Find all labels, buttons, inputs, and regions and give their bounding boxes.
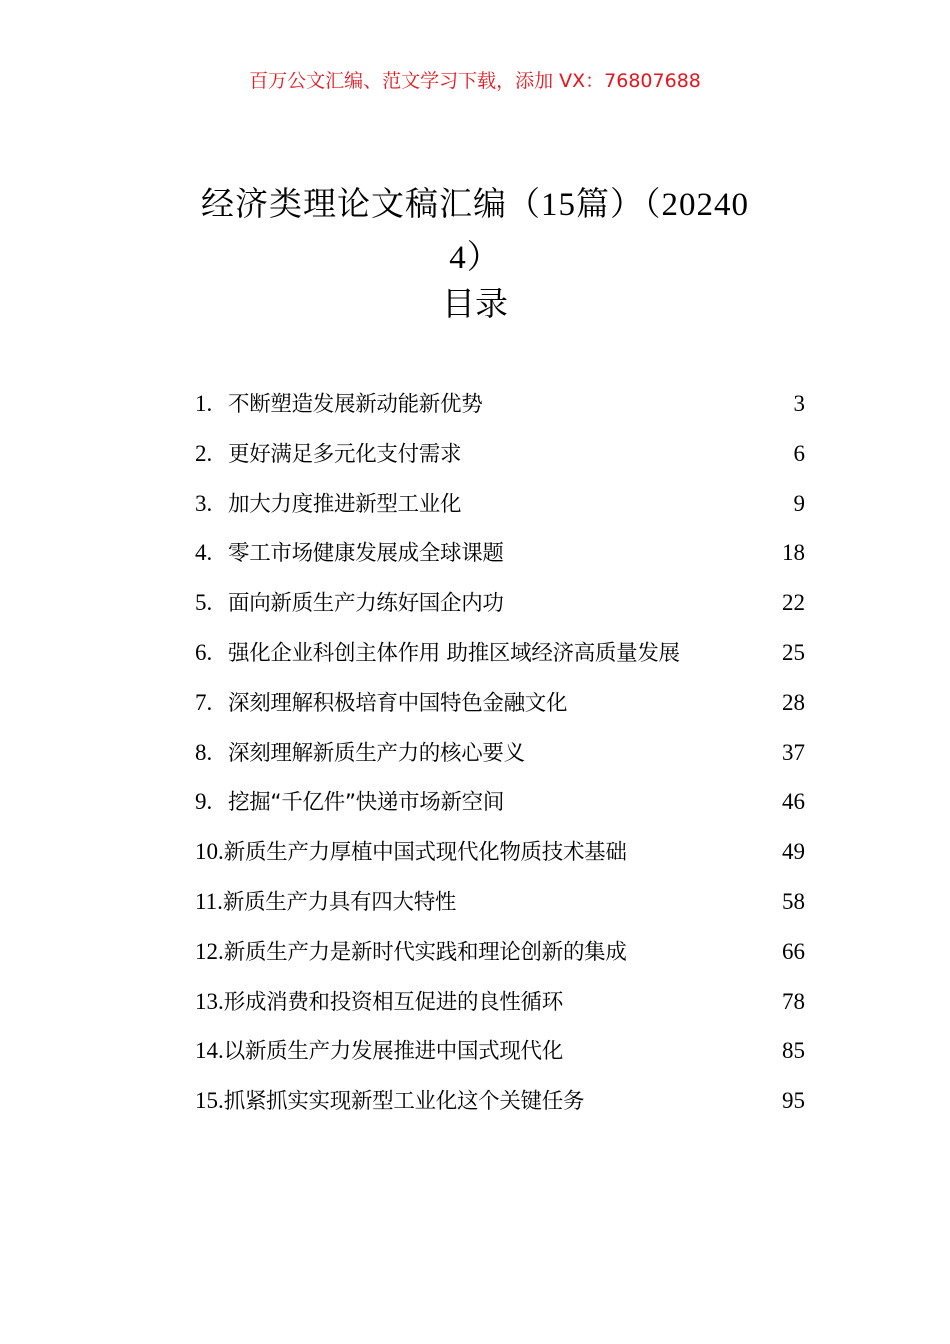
toc-entry-number: 3. [195, 490, 213, 516]
table-of-contents [195, 379, 805, 1126]
toc-entry-page: 46 [782, 789, 805, 815]
toc-entry-page: 25 [782, 639, 805, 665]
toc-entry-number: 1. [195, 391, 213, 416]
toc-entry-title: 挖掘“千亿件”快递市场新空间 [228, 790, 505, 816]
toc-entry-page: 58 [782, 888, 805, 914]
toc-entry-number: 4. [195, 540, 213, 566]
header-note: 百万公文汇编、范文学习下载，添加 VX：76807688 [249, 70, 701, 92]
toc-entry[interactable] [195, 628, 805, 678]
toc-entry-number: 2. [195, 440, 213, 466]
toc-entry-number: 9. [195, 789, 213, 815]
document-title [160, 178, 790, 284]
toc-entry[interactable] [195, 877, 805, 927]
toc-entry-number: 8. [195, 739, 213, 765]
toc-heading: 目录 [442, 284, 508, 323]
toc-entry-page: 66 [782, 938, 805, 964]
toc-entry[interactable] [195, 479, 805, 529]
toc-entry-title: 深刻理解积极培育中国特色金融文化 [228, 690, 568, 716]
toc-entry[interactable] [195, 827, 805, 877]
toc-entry[interactable] [195, 777, 805, 827]
toc-entry-page: 85 [782, 1038, 805, 1064]
toc-entry-page: 3 [793, 391, 805, 416]
toc-entry-page: 9 [793, 490, 805, 516]
toc-entry-title: 更好满足多元化支付需求 [228, 441, 462, 467]
toc-entry-number: 12. [195, 938, 224, 964]
toc-entry[interactable] [195, 528, 805, 578]
toc-entry-title: 新质生产力厚植中国式现代化物质技术基础 [223, 840, 627, 866]
toc-entry-title: 新质生产力是新时代实践和理论创新的集成 [223, 939, 627, 965]
title-part: ） [466, 237, 501, 276]
toc-entry[interactable] [195, 678, 805, 728]
toc-entry[interactable] [195, 977, 805, 1027]
title-date: 20240 [661, 187, 749, 223]
toc-entry-title: 深刻理解新质生产力的核心要义 [228, 740, 525, 766]
toc-entry-number: 13. [195, 988, 224, 1014]
toc-entry[interactable] [195, 1026, 805, 1076]
toc-entry-number: 15. [195, 1088, 224, 1114]
toc-entry-page: 78 [782, 988, 805, 1014]
toc-entry-page: 95 [782, 1088, 805, 1114]
toc-entry-number: 14. [195, 1038, 224, 1064]
toc-entry-number: 10. [195, 839, 224, 865]
toc-entry-title: 零工市场健康发展成全球课题 [228, 541, 504, 567]
toc-entry[interactable] [195, 927, 805, 977]
toc-entry-page: 37 [782, 739, 805, 765]
toc-entry-title: 面向新质生产力练好国企内功 [228, 591, 504, 617]
toc-entry-page: 28 [782, 689, 805, 715]
toc-entry-title: 形成消费和投资相互促进的良性循环 [223, 989, 563, 1015]
toc-entry-page: 22 [782, 590, 805, 616]
toc-entry[interactable] [195, 1076, 805, 1126]
toc-entry-number: 7. [195, 689, 213, 715]
toc-entry-title: 抓紧抓实实现新型工业化这个关键任务 [223, 1089, 585, 1115]
toc-entry-page: 6 [793, 440, 805, 466]
toc-entry[interactable] [195, 578, 805, 628]
toc-entry[interactable] [195, 429, 805, 479]
title-part: 经济类理论文稿汇编（ [201, 184, 541, 223]
title-part: 篇）（ [576, 184, 662, 223]
toc-entry-page: 18 [782, 540, 805, 566]
toc-entry-number: 11. [195, 888, 223, 914]
toc-entry-title: 强化企业科创主体作用 助推区域经济高质量发展 [228, 640, 680, 666]
toc-entry-title: 不断塑造发展新动能新优势 [228, 392, 483, 417]
toc-entry-title: 新质生产力具有四大特性 [222, 889, 457, 915]
toc-entry[interactable] [195, 728, 805, 778]
toc-entry[interactable] [195, 379, 805, 429]
toc-entry-title: 以新质生产力发展推进中国式现代化 [223, 1039, 563, 1065]
toc-entry-page: 49 [782, 839, 805, 865]
toc-entry-number: 5. [195, 590, 213, 616]
toc-entry-title: 加大力度推进新型工业化 [228, 491, 462, 517]
title-count: 15 [541, 187, 576, 223]
toc-entry-number: 6. [195, 639, 213, 665]
title-date-end: 4 [449, 240, 467, 276]
